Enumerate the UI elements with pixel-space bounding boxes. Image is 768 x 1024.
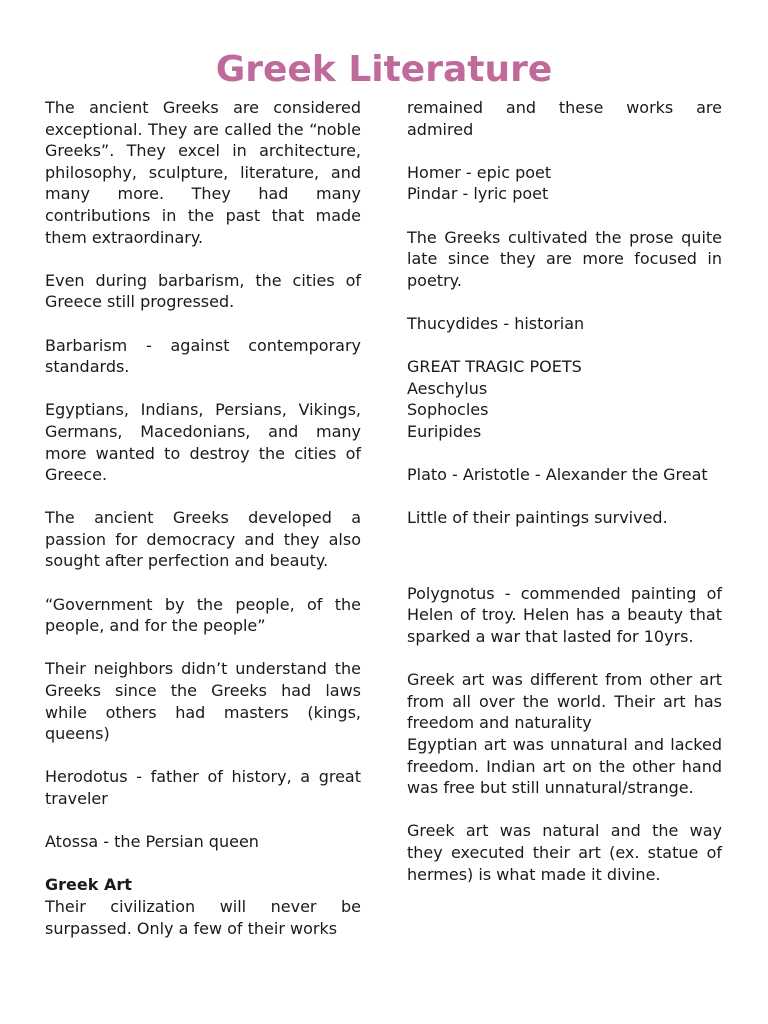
paragraph: Even during barbarism, the cities of Greece still progressed. bbox=[45, 270, 361, 312]
list-item: Homer - epic poet bbox=[407, 162, 552, 182]
paragraph: Their neighbors didn’t understand the Greeks since the Greeks had laws while others had masters (kings, queens) bbox=[45, 659, 361, 744]
paragraph: remained and these works are admired bbox=[407, 98, 722, 139]
paragraph: Atossa - the Persian queen bbox=[45, 832, 259, 852]
paragraph: The ancient Greeks are considered exceptional. They are called the “noble Greeks”. They excel in architecture, philosophy, sculpture, literature, and many more. They had many contributions in the past that made them extraordinary. bbox=[45, 98, 361, 247]
list-item: Euripides bbox=[407, 421, 482, 441]
tragic-poets-list bbox=[407, 356, 722, 442]
right-column bbox=[407, 97, 722, 885]
section-heading-greek-art: Greek Art bbox=[45, 875, 132, 895]
paragraph: Greek art was different from other art from all over the world. Their art has freedom and naturality bbox=[407, 670, 722, 733]
section-heading-tragic-poets: GREAT TRAGIC POETS bbox=[407, 357, 582, 377]
left-column bbox=[45, 97, 361, 939]
paragraph: The Greeks cultivated the prose quite late since they are more focused in poetry. bbox=[407, 227, 722, 290]
paragraph: Plato - Aristotle - Alexander the Great bbox=[407, 465, 708, 485]
paragraph: Little of their paintings survived. bbox=[407, 508, 668, 528]
paragraph: Greek art was natural and the way they executed their art (ex. statue of hermes) is what made it divine. bbox=[407, 821, 722, 884]
paragraph: Their civilization will never be surpassed. Only a few of their works bbox=[45, 896, 361, 938]
section-block bbox=[45, 874, 361, 939]
list-item: Sophocles bbox=[407, 400, 489, 420]
paragraph: Thucydides - historian bbox=[407, 313, 585, 333]
paragraph: Barbarism - against contemporary standards. bbox=[45, 335, 361, 377]
list-item: Pindar - lyric poet bbox=[407, 184, 549, 204]
paragraph: Polygnotus - commended painting of Helen of troy. Helen has a beauty that sparked a war that lasted for 10yrs. bbox=[407, 583, 722, 647]
paragraph: Herodotus - father of history, a great traveler bbox=[45, 767, 361, 808]
paragraph: The ancient Greeks developed a passion for democracy and they also sought after perfection and beauty. bbox=[45, 508, 361, 571]
paragraph: “Government by the people, of the people, and for the people” bbox=[45, 594, 361, 636]
poet-list bbox=[407, 162, 722, 205]
paragraph: Egyptian art was unnatural and lacked freedom. Indian art on the other hand was free but still unnatural/strange. bbox=[407, 735, 722, 798]
paragraph: Egyptians, Indians, Persians, Vikings, Germans, Macedonians, and many more wanted to destroy the cities of Greece. bbox=[45, 400, 361, 485]
list-item: Aeschylus bbox=[407, 378, 488, 398]
page-title: Greek Literature bbox=[215, 49, 553, 90]
